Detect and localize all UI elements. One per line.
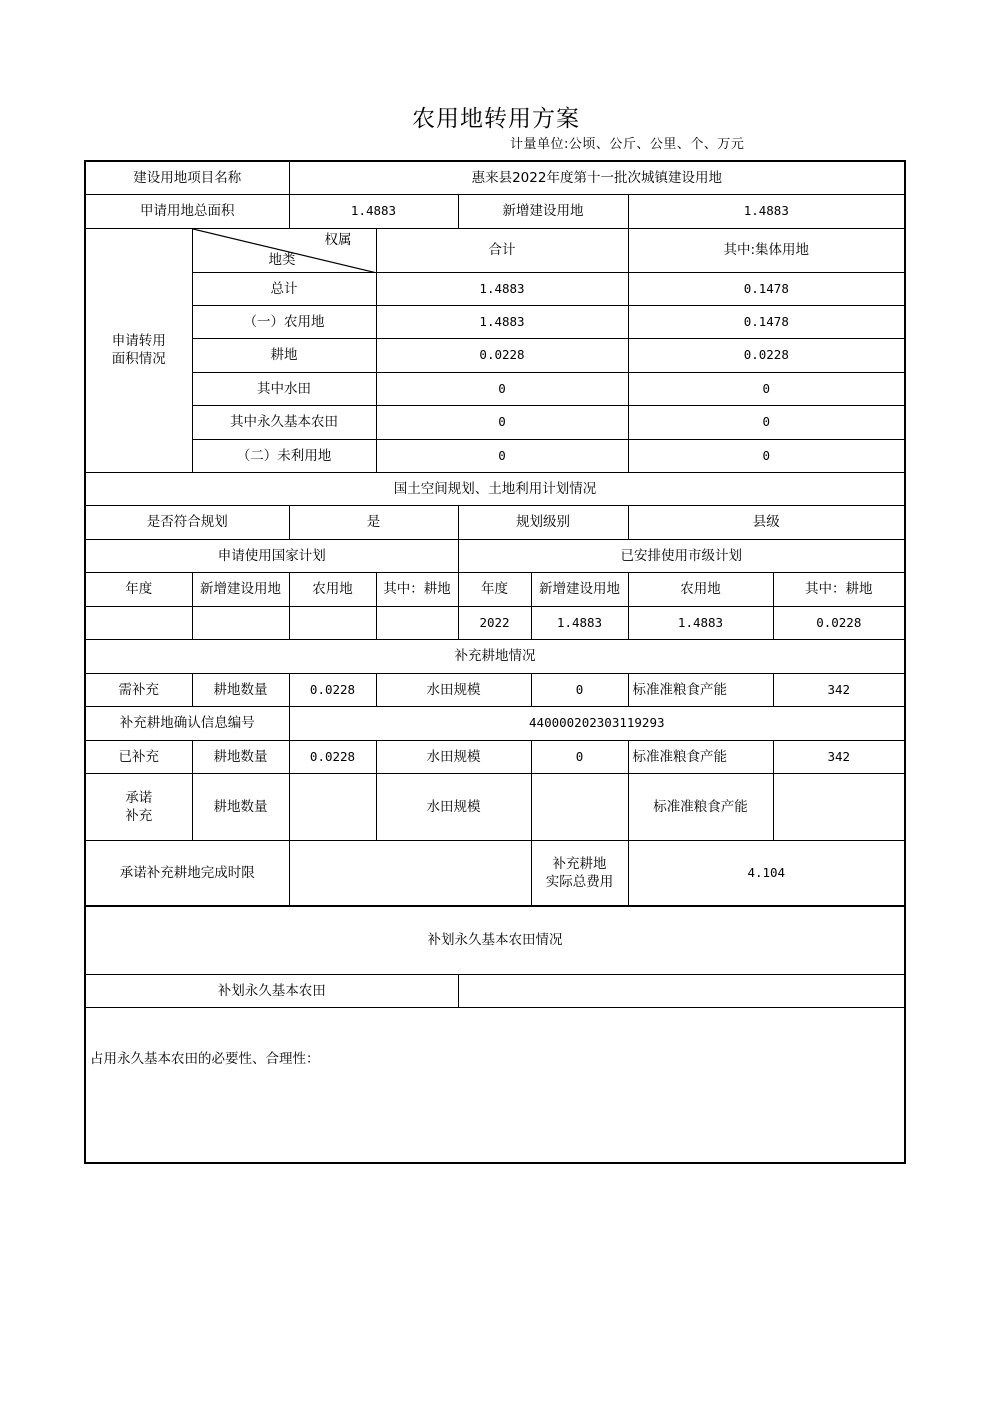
grain-capacity-label: 标准准粮食产能 [628,740,773,773]
project-name-label: 建设用地项目名称 [85,161,289,194]
header-rights: 权属 [324,232,352,248]
apply-row-collective: 0.1478 [628,305,905,338]
apply-row-label: 其中水田 [192,372,376,405]
deadline-label: 承诺补充耕地完成时限 [85,840,289,906]
farmland-value [458,974,905,1007]
planning-compliant-value: 是 [289,505,458,539]
header-category: 地类 [268,252,296,268]
new-construction-value: 1.4883 [628,194,905,228]
project-name-value: 惠来县2022年度第十一批次城镇建设用地 [289,161,905,194]
paddy-scale-label: 水田规模 [376,673,531,706]
promise-supplement-label: 承诺 补充 [85,773,192,840]
apply-row-collective: 0 [628,439,905,472]
apply-row-label: 耕地 [192,338,376,372]
apply-row-total: 0.0228 [376,338,628,372]
done-grain-value: 342 [773,740,905,773]
plan-value-cell [85,606,192,639]
plan-value-cell: 1.4883 [628,606,773,639]
done-paddy-value: 0 [531,740,628,773]
apply-row-total: 0 [376,439,628,472]
plan-header-cell: 年度 [85,572,192,606]
need-grain-value: 342 [773,673,905,706]
unit-note: 计量单位:公顷、公斤、公里、个、万元 [510,137,745,152]
apply-row-collective: 0 [628,405,905,439]
total-area-value: 1.4883 [289,194,458,228]
planning-level-label: 规划级别 [458,505,628,539]
need-supplement-label: 需补充 [85,673,192,706]
supplement-section-title: 补充耕地情况 [85,639,905,673]
promise-qty-value [289,773,376,840]
planning-section-title: 国土空间规划、土地利用计划情况 [85,472,905,505]
done-supplement-label: 已补充 [85,740,192,773]
apply-area-section-label: 申请转用 面积情况 [85,228,192,472]
farmland-label: 补划永久基本农田 [85,974,458,1007]
farmland-section-title: 补划永久基本农田情况 [85,906,905,974]
conversion-form-table [84,160,906,1164]
cost-value: 4.104 [628,840,905,906]
plan-header-cell: 年度 [458,572,531,606]
plan-header-cell: 新增建设用地 [192,572,289,606]
col-collective-header: 其中:集体用地 [628,228,905,272]
promise-paddy-value [531,773,628,840]
plan-value-cell: 2022 [458,606,531,639]
apply-row-collective: 0.1478 [628,272,905,305]
city-plan-label: 已安排使用市级计划 [458,539,905,572]
new-construction-label: 新增建设用地 [458,194,628,228]
apply-row-collective: 0 [628,372,905,405]
plan-header-cell: 新增建设用地 [531,572,628,606]
paddy-scale-label: 水田规模 [376,773,531,840]
need-qty-value: 0.0228 [289,673,376,706]
plan-header-cell: 农用地 [628,572,773,606]
farmland-necessity-label: 占用永久基本农田的必要性、合理性： [90,1050,320,1067]
apply-row-total: 1.4883 [376,305,628,338]
grain-capacity-label: 标准准粮食产能 [628,673,773,706]
diagonal-header-cell [192,228,376,272]
plan-header-cell: 其中：耕地 [773,572,905,606]
plan-value-cell: 1.4883 [531,606,628,639]
apply-row-label: 其中永久基本农田 [192,405,376,439]
farmland-qty-label: 耕地数量 [192,673,289,706]
apply-row-label: 总计 [192,272,376,305]
grain-capacity-label: 标准准粮食产能 [628,773,773,840]
apply-row-collective: 0.0228 [628,338,905,372]
paddy-scale-label: 水田规模 [376,740,531,773]
apply-row-total: 1.4883 [376,272,628,305]
farmland-qty-label: 耕地数量 [192,740,289,773]
page-title: 农用地转用方案 [412,106,580,132]
promise-grain-value [773,773,905,840]
apply-row-label: （一）农用地 [192,305,376,338]
plan-header-cell: 其中：耕地 [376,572,458,606]
farmland-necessity-cell [85,1007,905,1163]
apply-row-total: 0 [376,372,628,405]
apply-row-total: 0 [376,405,628,439]
col-total-header: 合计 [376,228,628,272]
apply-row-label: （二）未利用地 [192,439,376,472]
planning-level-value: 县级 [628,505,905,539]
plan-header-cell: 农用地 [289,572,376,606]
need-paddy-value: 0 [531,673,628,706]
plan-value-cell [376,606,458,639]
farmland-qty-label: 耕地数量 [192,773,289,840]
national-plan-label: 申请使用国家计划 [85,539,458,572]
confirm-code-label: 补充耕地确认信息编号 [85,706,289,740]
cost-label: 补充耕地 实际总费用 [531,840,628,906]
deadline-value [289,840,531,906]
plan-value-cell [192,606,289,639]
confirm-code-value: 440000202303119293 [289,706,905,740]
plan-value-cell [289,606,376,639]
plan-value-cell: 0.0228 [773,606,905,639]
total-area-label: 甲请用地总面积 [85,194,289,228]
planning-compliant-label: 是否符合规划 [85,505,289,539]
done-qty-value: 0.0228 [289,740,376,773]
